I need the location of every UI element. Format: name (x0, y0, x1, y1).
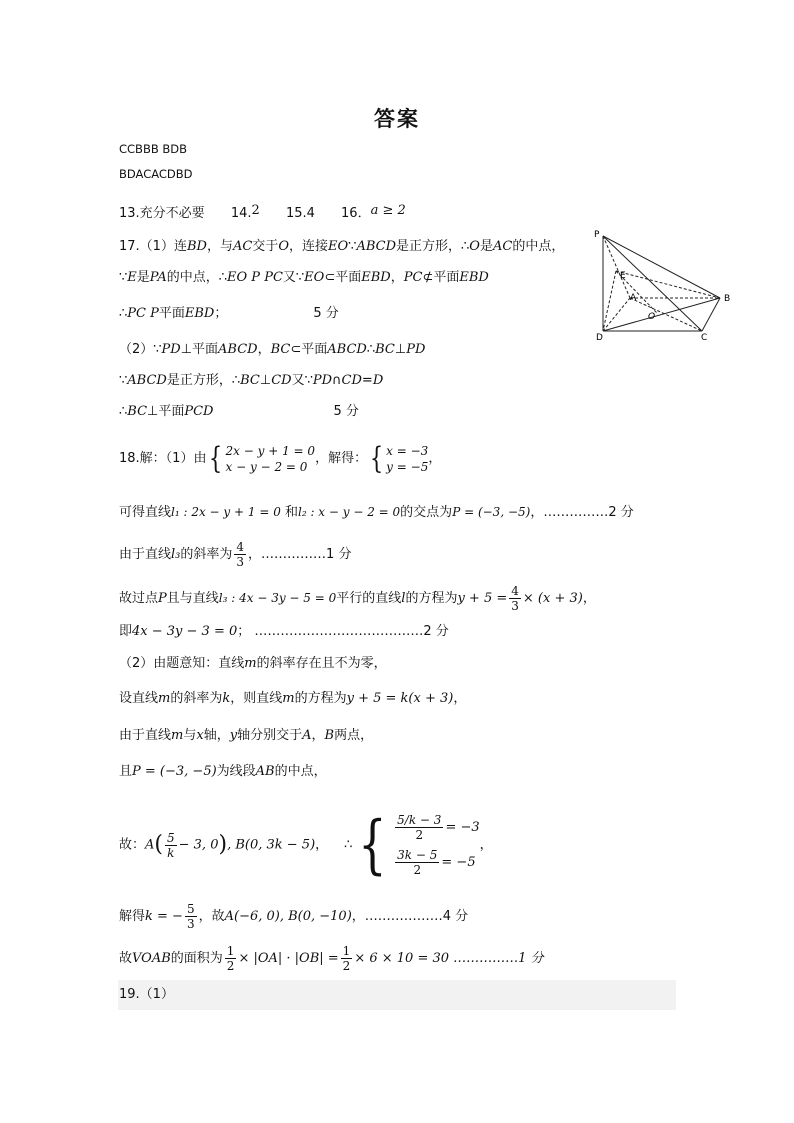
q14-value: 2 (251, 203, 260, 218)
q18-line-6: （2）由题意知：直线m的斜率存在且不为零， (119, 656, 387, 671)
label-D: D (596, 333, 603, 342)
q18-line-12: 故VOAB的面积为 $\frac{1}{2}$ × |OA| · |OB| = $\frac{1}{2}$ × 6 × 10 = 30 ……………1 分 (119, 944, 544, 973)
pyramid-figure (590, 226, 740, 342)
q13: 13.充分不必要 (119, 206, 205, 221)
label-B: B (724, 294, 731, 304)
q17-line-1: 17.（1）连BD，与AC交于O，连接EO∵ABCD是正方形，∴O是AC的中点， (119, 239, 565, 254)
q18-line-9: 且P = (−3, −5)为线段AB的中点， (119, 764, 327, 779)
q18-line-1: 18.解：（1）由{ 2x − y + 1 = 0 x − y − 2 = 0 ，解得：{ x = −3 y = −5 ， (119, 440, 442, 476)
label-C: C (701, 333, 708, 342)
q15: 15.4 (285, 206, 315, 221)
q18-line-2: 可得直线l₁ : 2x − y + 1 = 0 和l₂ : x − y − 2 = 0的交点为P = (−3, −5)，……………2 分 (119, 505, 634, 520)
q19-heading: 19.（1） (119, 987, 174, 1002)
label-E: E (620, 271, 626, 281)
q16-label: 16． (341, 206, 371, 221)
q17-line-5: ∵ABCD是正方形，∴BC⊥CD又∵PD∩CD=D (119, 373, 384, 388)
q17-line-4: （2）∵PD⊥平面ABCD，BC⊂平面ABCD∴BC⊥PD (119, 342, 426, 357)
answers-row-1: CCBBB BDB (119, 142, 188, 156)
label-P: P (594, 230, 600, 240)
q18-line-7: 设直线m的斜率为k，则直线m的方程为y + 5 = k(x + 3)， (119, 691, 467, 706)
score: 5 分 (313, 306, 339, 321)
q16-value: a ≥ 2 (370, 203, 406, 218)
q18-line-11: 解得k = − $\frac{5}{3}$ ，故A(−6, 0), B(0, −10)，………………4 分 (119, 902, 469, 931)
q18-line-5: 即4x − 3y − 3 = 0； …………………………………2 分 (119, 624, 449, 639)
q18-line-8: 由于直线m与x轴，y轴分别交于A，B两点， (119, 728, 374, 743)
q18-line-10: 故：A( $\frac{5}{k}$ − 3, 0), B(0, 3k − 5)， ∴{ $\frac{5/k - 3}{2}$ = −3 $\frac{3k - 5}{2}$ = −5 ， (119, 808, 493, 882)
q17-line-2: ∵E是PA的中点，∴EO P PC又∵EO⊂平面EBD，PC⊄平面EBD (119, 270, 489, 285)
label-A: A (630, 293, 637, 303)
answers-row-2: BDACACDBD (119, 167, 193, 181)
q18-line-4: 故过点P且与直线l₃ : 4x − 3y − 5 = 0平行的直线l的方程为y + 5 = $\frac{4}{3}$ × (x + 3)， (119, 584, 596, 613)
label-O: O (648, 312, 656, 322)
fill-in-answers (119, 201, 406, 224)
page-title: 答案 (374, 107, 420, 131)
q17-line-3: ∴PC P平面EBD； 5 分 (119, 306, 339, 321)
q19-highlight (118, 980, 676, 1010)
q17-line-6: ∴BC⊥平面PCD 5 分 (119, 404, 359, 419)
q18-line-3: 由于直线l₃的斜率为 $\frac{4}{3}$ ，……………1 分 (119, 540, 352, 569)
score: 5 分 (333, 404, 359, 419)
q14-label: 14. (230, 206, 252, 221)
